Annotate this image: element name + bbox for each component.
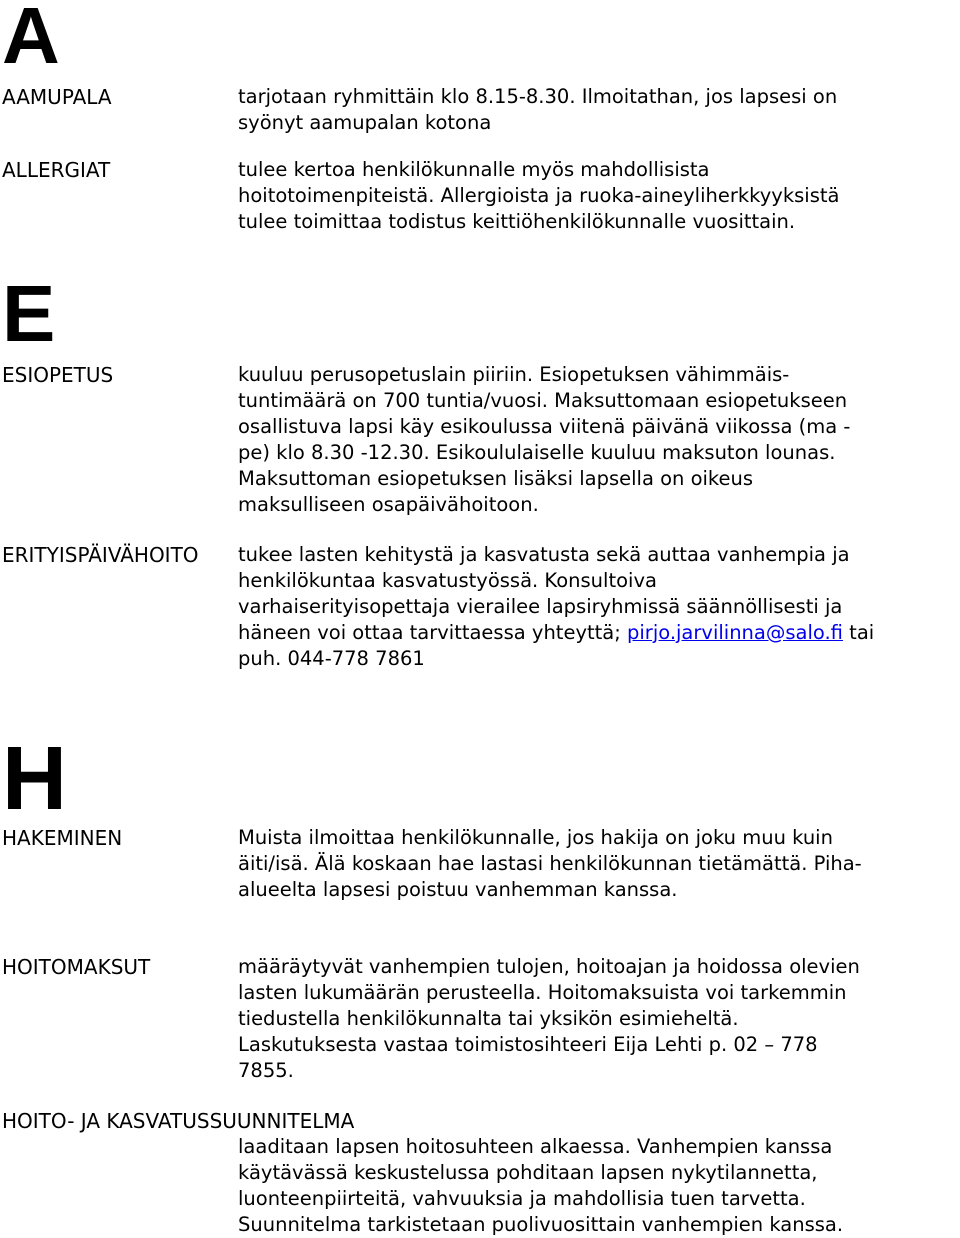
definition-line: käytävässä keskustelussa pohditaan lapsen nykytilannetta, [238,1161,818,1184]
definition-hoitomaksut [238,954,960,1084]
definition-line: tukee lasten kehitystä ja kasvatusta sekä auttaa vanhempia ja [238,543,850,566]
definition-line: 7855. [238,1059,294,1082]
section-letter-e: E [2,269,56,358]
definition-line: lasten lukumäärän perusteella. Hoitomaksuista voi tarkemmin [238,981,847,1004]
definition-line: tulee toimittaa todistus keittiöhenkilökunnalle vuosittain. [238,210,796,233]
definition-hoito-ja-kasvatussuunnitelma [238,1134,960,1238]
definition-line: Muista ilmoittaa henkilökunnalle, jos hakija on joku muu kuin [238,826,833,849]
definition-line: kuuluu perusopetuslain piiriin. Esiopetuksen vähimmäis- [238,363,790,386]
definition-line: tiedustella henkilökunnalta tai yksikön esimieheltä. [238,1007,739,1030]
definition-esiopetus [238,362,960,518]
definition-line: tarjotaan ryhmittäin klo 8.15-8.30. Ilmoitathan, jos lapsesi on [238,85,838,108]
definition-line: Suunnitelma tarkistetaan puolivuosittain vanhempien kanssa. [238,1213,844,1236]
email-link[interactable]: pirjo.jarvilinna@salo.fi [627,621,843,644]
section-letter-a: A [2,0,60,80]
definition-aamupala [238,84,960,136]
definition-line: laaditaan lapsen hoitosuhteen alkaessa. Vanhempien kanssa [238,1135,833,1158]
contact-line [238,620,960,646]
definition-hakeminen [238,825,960,903]
definition-line: henkilökuntaa kasvatustyössä. Konsultoiva [238,569,657,592]
definition-line: maksulliseen osapäivähoitoon. [238,493,539,516]
definition-line: Maksuttoman esiopetuksen lisäksi lapsella on oikeus [238,467,754,490]
section-letter-h: H [2,729,67,829]
term-esiopetus: ESIOPETUS [2,363,114,387]
contact-line-prefix: häneen voi ottaa tarvittaessa yhteyttä; [238,621,627,644]
term-allergiat: ALLERGIAT [2,158,111,182]
definition-line: pe) klo 8.30 -12.30. Esikoululaiselle kuuluu maksuton lounas. [238,441,836,464]
definition-line: luonteenpiirteitä, vahvuuksia ja mahdollisia tuen tarvetta. [238,1187,806,1210]
definition-line: hoitotoimenpiteistä. Allergioista ja ruoka-aineyliherkkyyksistä [238,184,840,207]
definition-line: tulee kertoa henkilökunnalle myös mahdollisista [238,158,710,181]
contact-line-suffix: tai [842,621,875,644]
term-erityispaivahoito: ERITYISPÄIVÄHOITO [2,543,199,567]
phone-line: puh. 044-778 7861 [238,647,425,670]
definition-line: Laskutuksesta vastaa toimistosihteeri Eija Lehti p. 02 – 778 [238,1033,818,1056]
term-hakeminen: HAKEMINEN [2,826,123,850]
definition-line: tuntimäärä on 700 tuntia/vuosi. Maksuttomaan esiopetukseen [238,389,848,412]
definition-line: alueelta lapsesi poistuu vanhemman kanssa. [238,878,678,901]
term-hoito-ja-kasvatussuunnitelma: HOITO- JA KASVATUSSUUNNITELMA [2,1109,355,1133]
term-aamupala: AAMUPALA [2,85,112,109]
definition-line: varhaiserityisopettaja vierailee lapsiryhmissä säännöllisesti ja [238,595,843,618]
definition-erityispaivahoito [238,542,960,672]
definition-line: syönyt aamupalan kotona [238,111,492,134]
definition-allergiat [238,157,960,235]
term-hoitomaksut: HOITOMAKSUT [2,955,151,979]
definition-line: äiti/isä. Älä koskaan hae lastasi henkilökunnan tietämättä. Piha- [238,852,862,875]
definition-line: määräytyvät vanhempien tulojen, hoitoajan ja hoidossa olevien [238,955,860,978]
definition-line: osallistuva lapsi käy esikoulussa viitenä päivänä viikossa (ma - [238,415,851,438]
